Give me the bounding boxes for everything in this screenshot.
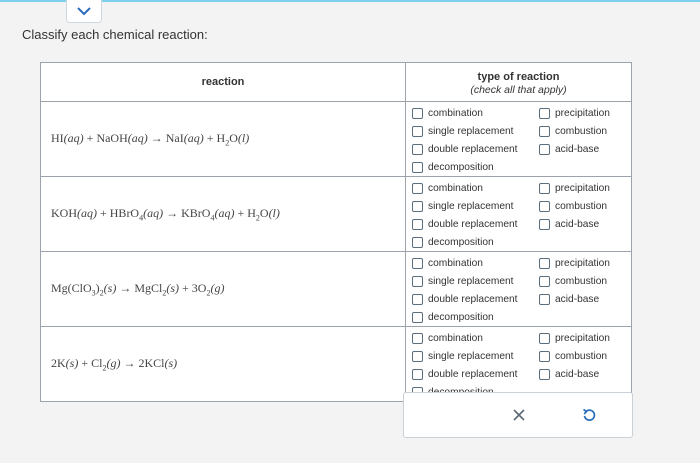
checkbox[interactable] (412, 201, 423, 212)
option-double-replacement[interactable]: double replacement (412, 140, 539, 158)
undo-icon (582, 408, 596, 422)
checkbox[interactable] (412, 144, 423, 155)
option-single-replacement[interactable]: single replacement (412, 122, 539, 140)
column-header-reaction: reaction (41, 63, 406, 102)
option-single-replacement[interactable]: single replacement (412, 272, 539, 290)
option-combination[interactable]: combination (412, 254, 539, 272)
checkbox[interactable] (412, 333, 423, 344)
reaction-options (406, 177, 632, 252)
option-decomposition[interactable]: decomposition (412, 158, 539, 176)
reaction-row (41, 252, 632, 327)
checkbox[interactable] (539, 369, 550, 380)
answer-toolbar (403, 392, 633, 438)
classification-table (40, 62, 632, 402)
option-acid-base[interactable]: acid-base (539, 365, 629, 383)
chevron-down-icon (77, 7, 91, 16)
checkbox[interactable] (539, 108, 550, 119)
option-combustion[interactable]: combustion (539, 347, 629, 365)
reaction-equation: $Mg(ClO_3)_2(s)$ → MgCl$_2$(s) + $3O_2(g)$ (41, 252, 406, 327)
checkbox[interactable] (539, 294, 550, 305)
reaction-equation: KOH(aq) + HBrO$_4$(aq) → KBrO$_4$(aq) + $H_2O(l)$ (41, 177, 406, 252)
option-decomposition[interactable]: decomposition (412, 308, 539, 326)
checkbox[interactable] (539, 276, 550, 287)
reaction-options (406, 327, 632, 402)
checkbox[interactable] (539, 201, 550, 212)
checkbox[interactable] (412, 237, 423, 248)
checkbox[interactable] (412, 312, 423, 323)
option-decomposition[interactable]: decomposition (412, 233, 539, 251)
option-double-replacement[interactable]: double replacement (412, 365, 539, 383)
reaction-row (41, 327, 632, 402)
reaction-row (41, 177, 632, 252)
clear-button[interactable] (499, 400, 539, 430)
option-acid-base[interactable]: acid-base (539, 290, 629, 308)
checkbox[interactable] (412, 276, 423, 287)
x-icon (513, 409, 525, 421)
checkbox[interactable] (539, 126, 550, 137)
collapse-toggle[interactable] (66, 0, 102, 23)
checkbox[interactable] (539, 219, 550, 230)
checkbox[interactable] (412, 126, 423, 137)
type-header-note: (check all that apply) (470, 84, 567, 96)
option-combination[interactable]: combination (412, 104, 539, 122)
option-precipitation[interactable]: precipitation (539, 179, 629, 197)
option-combustion[interactable]: combustion (539, 272, 629, 290)
reaction-row (41, 102, 632, 177)
checkbox[interactable] (412, 108, 423, 119)
checkbox[interactable] (412, 369, 423, 380)
option-combination[interactable]: combination (412, 179, 539, 197)
checkbox[interactable] (539, 351, 550, 362)
reaction-equation: HI(aq) + NaOH(aq) → $NaI(aq) + H_2O(l)$ (41, 102, 406, 177)
checkbox[interactable] (412, 162, 423, 173)
reaction-options (406, 252, 632, 327)
option-precipitation[interactable]: precipitation (539, 254, 629, 272)
checkbox[interactable] (539, 183, 550, 194)
option-combustion[interactable]: combustion (539, 122, 629, 140)
option-single-replacement[interactable]: single replacement (412, 197, 539, 215)
option-single-replacement[interactable]: single replacement (412, 347, 539, 365)
option-combustion[interactable]: combustion (539, 197, 629, 215)
reaction-equation: $2K(s) + Cl_2(g) \to 2KCl(s)$ (41, 327, 406, 402)
option-combination[interactable]: combination (412, 329, 539, 347)
checkbox[interactable] (539, 258, 550, 269)
checkbox[interactable] (412, 351, 423, 362)
checkbox[interactable] (539, 144, 550, 155)
top-accent-line (0, 0, 700, 2)
option-precipitation[interactable]: precipitation (539, 329, 629, 347)
reaction-options (406, 102, 632, 177)
option-precipitation[interactable]: precipitation (539, 104, 629, 122)
checkbox[interactable] (412, 183, 423, 194)
option-double-replacement[interactable]: double replacement (412, 290, 539, 308)
option-acid-base[interactable]: acid-base (539, 140, 629, 158)
checkbox[interactable] (412, 219, 423, 230)
option-double-replacement[interactable]: double replacement (412, 215, 539, 233)
checkbox[interactable] (412, 258, 423, 269)
type-header-title: type of reaction (477, 71, 560, 83)
reset-button[interactable] (569, 400, 609, 430)
checkbox[interactable] (539, 333, 550, 344)
checkbox[interactable] (412, 294, 423, 305)
question-prompt: Classify each chemical reaction: (22, 27, 208, 42)
option-acid-base[interactable]: acid-base (539, 215, 629, 233)
column-header-type (406, 63, 632, 102)
